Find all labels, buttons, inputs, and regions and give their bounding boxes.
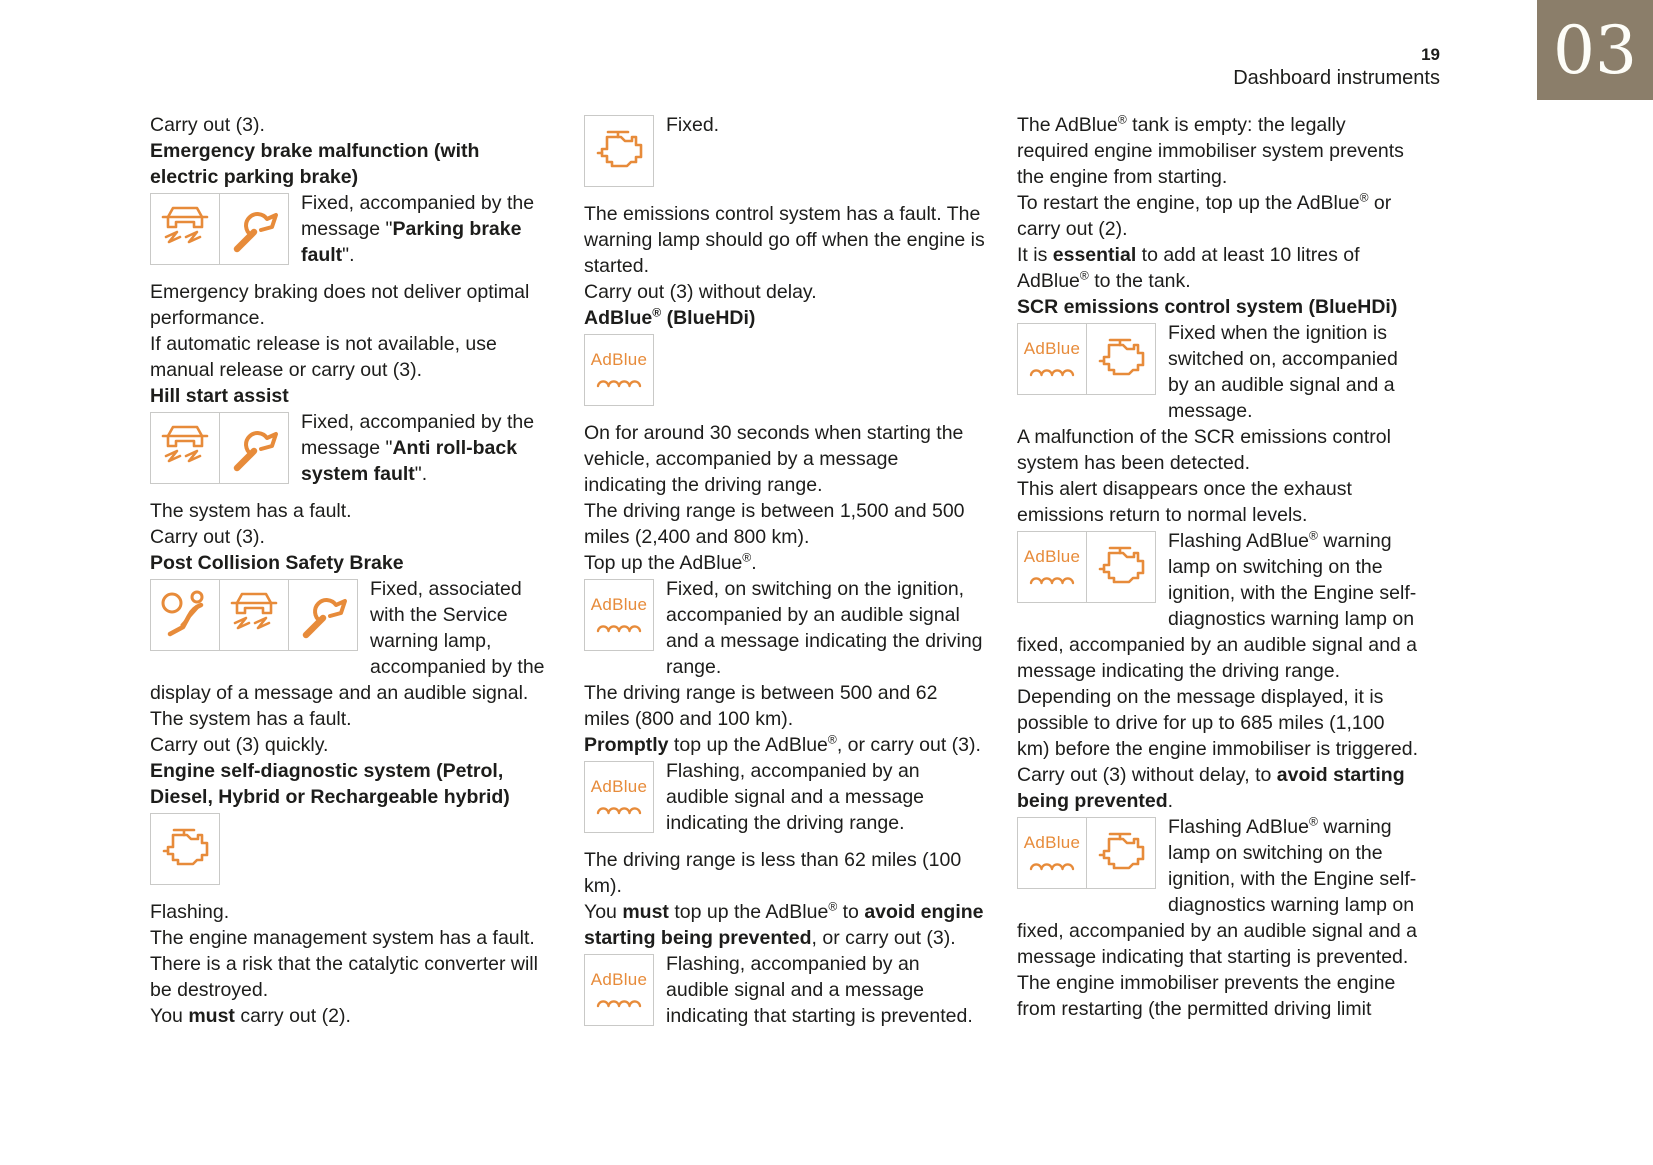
paragraph: Depending on the message displayed, it is possible to drive for up to 685 miles (1,100 km) before the engine immobiliser is triggered.: [1017, 686, 1419, 760]
engine-check-icon: [584, 115, 654, 187]
engine-check-icon: [1086, 817, 1156, 889]
adblue-tank-icon: [584, 761, 654, 833]
engine-check-icon: [1086, 323, 1156, 395]
paragraph: The emissions control system has a fault. The warning lamp should go off when the engine is started.: [584, 203, 985, 277]
warning-lamp-icons: [150, 579, 357, 651]
warning-lamp-icons: [150, 813, 219, 885]
paragraph: Carry out (3) without delay, to avoid starting being prevented.: [1017, 764, 1405, 812]
warning-lamp-block: [584, 331, 986, 420]
warning-lamp-description: Flashing AdBlue® warning lamp on switching on the ignition, with the Engine self-diagnostics warning lamp on fixed, accompanied by an audible signal and a message indicating that starting is prevented.: [1017, 814, 1418, 968]
warning-lamp-block: [584, 951, 986, 1040]
warning-lamp-block: [150, 576, 552, 706]
warning-lamp-icons: [1017, 323, 1155, 395]
section-heading: AdBlue® (BlueHDi): [584, 305, 756, 329]
paragraph: Carry out (3) quickly.: [150, 734, 329, 756]
paragraph: On for around 30 seconds when starting the vehicle, accompanied by a message indicating the driving range.: [584, 422, 964, 496]
paragraph: This alert disappears once the exhaust emissions return to normal levels.: [1017, 478, 1352, 526]
warning-lamp-icons: [584, 334, 653, 406]
service-wrench-icon: [288, 579, 358, 651]
warning-lamp-description: Fixed.: [666, 114, 720, 136]
paragraph: Carry out (3).: [150, 526, 265, 548]
paragraph: Top up the AdBlue®.: [584, 550, 757, 574]
paragraph: If automatic release is not available, use manual release or carry out (3).: [150, 333, 497, 381]
warning-lamp-icons: [584, 115, 653, 187]
adblue-tank-icon: [584, 954, 654, 1026]
adblue-label: AdBlue: [590, 970, 648, 989]
section-heading: Engine self-diagnostic system (Petrol, Diesel, Hybrid or Rechargeable hybrid): [150, 760, 510, 808]
warning-lamp-block: [584, 758, 986, 847]
warning-lamp-block: [150, 409, 552, 498]
warning-lamp-description: Flashing, accompanied by an audible signal and a message indicating the driving range.: [666, 760, 925, 834]
car-with-skid-marks-icon: [219, 579, 289, 651]
seated-person-airbag-icon: [150, 579, 220, 651]
warning-lamp-block: [150, 190, 552, 279]
paragraph: Emergency braking does not deliver optimal performance.: [150, 281, 530, 329]
chapter-badge: 03: [1537, 0, 1653, 100]
warning-lamp-icons: [1017, 817, 1155, 889]
service-wrench-icon: [219, 193, 289, 265]
service-wrench-icon: [219, 412, 289, 484]
adblue-tank-icon: [1017, 323, 1087, 395]
page-header: [1233, 44, 1440, 91]
paragraph: You must carry out (2).: [150, 1005, 351, 1027]
adblue-label: AdBlue: [1023, 547, 1081, 566]
section-heading: SCR emissions control system (BlueHDi): [1017, 296, 1398, 318]
adblue-tank-icon: [584, 579, 654, 651]
paragraph: Carry out (3).: [150, 114, 265, 136]
paragraph: Carry out (3) without delay.: [584, 281, 817, 303]
warning-lamp-icons: [150, 412, 288, 484]
warning-lamp-description: Flashing, accompanied by an audible signal and a message indicating that starting is prevented.: [666, 953, 973, 1027]
section-heading: Hill start assist: [150, 385, 289, 407]
warning-lamp-description: Fixed, associated with the Service warning lamp, accompanied by the display of a message and an audible signal.: [150, 578, 545, 704]
adblue-label: AdBlue: [590, 350, 648, 369]
adblue-tank-icon: [584, 334, 654, 406]
paragraph: There is a risk that the catalytic converter will be destroyed.: [150, 953, 538, 1001]
warning-lamp-description: Fixed, accompanied by the message "Parking brake fault".: [301, 192, 535, 266]
paragraph: The system has a fault.: [150, 500, 352, 522]
warning-lamp-description: Fixed, accompanied by the message "Anti roll-back system fault".: [301, 411, 535, 485]
paragraph: To restart the engine, top up the AdBlue® or carry out (2).: [1017, 190, 1392, 240]
engine-check-icon: [150, 813, 220, 885]
paragraph: The driving range is less than 62 miles (100 km).: [584, 849, 962, 897]
warning-lamp-icons: [584, 761, 653, 833]
paragraph: The driving range is between 1,500 and 500 miles (2,400 and 800 km).: [584, 500, 965, 548]
adblue-label: AdBlue: [590, 777, 648, 796]
warning-lamp-block: [584, 576, 986, 680]
warning-lamp-icons: [584, 954, 653, 1026]
paragraph: The system has a fault.: [150, 708, 352, 730]
section-heading: Post Collision Safety Brake: [150, 552, 404, 574]
warning-lamp-description: Fixed, on switching on the ignition, accompanied by an audible signal and a message indicating the driving range.: [666, 578, 983, 678]
car-with-skid-marks-icon: [150, 193, 220, 265]
content-column-2: [584, 112, 986, 1040]
page-number: 19: [1421, 45, 1440, 64]
section-title: Dashboard instruments: [1233, 67, 1440, 89]
warning-lamp-icons: [150, 193, 288, 265]
adblue-tank-icon: [1017, 531, 1087, 603]
warning-lamp-description: Fixed when the ignition is switched on, accompanied by an audible signal and a message.: [1168, 322, 1398, 422]
section-heading: Emergency brake malfunction (with electric parking brake): [150, 140, 480, 188]
warning-lamp-description: Flashing AdBlue® warning lamp on switching on the ignition, with the Engine self-diagnostics warning lamp on fixed, accompanied by an audible signal and a message indicating the driving range.: [1017, 528, 1418, 682]
content-column-3: [1017, 112, 1419, 1022]
paragraph: The engine immobiliser prevents the engine from restarting (the permitted driving limit: [1017, 972, 1396, 1020]
warning-lamp-icons: [584, 579, 653, 651]
paragraph: Flashing.: [150, 901, 230, 923]
warning-lamp-block: [1017, 320, 1419, 424]
adblue-label: AdBlue: [590, 595, 648, 614]
paragraph: The AdBlue® tank is empty: the legally required engine immobiliser system prevents the engine from starting.: [1017, 112, 1404, 188]
warning-lamp-block: [584, 112, 986, 201]
warning-lamp-icons: [1017, 531, 1155, 603]
paragraph: The engine management system has a fault.: [150, 927, 535, 949]
paragraph: The driving range is between 500 and 62 miles (800 and 100 km).: [584, 682, 938, 730]
warning-lamp-block: [150, 810, 552, 899]
adblue-label: AdBlue: [1023, 833, 1081, 852]
paragraph: You must top up the AdBlue® to avoid engine starting being prevented, or carry out (3).: [584, 899, 984, 949]
paragraph: Promptly top up the AdBlue®, or carry out (3).: [584, 732, 981, 756]
paragraph: It is essential to add at least 10 litres of AdBlue® to the tank.: [1017, 244, 1360, 292]
car-with-skid-marks-icon: [150, 412, 220, 484]
paragraph: A malfunction of the SCR emissions control system has been detected.: [1017, 426, 1391, 474]
content-column-1: [150, 112, 552, 1029]
adblue-tank-icon: [1017, 817, 1087, 889]
engine-check-icon: [1086, 531, 1156, 603]
adblue-label: AdBlue: [1023, 339, 1081, 358]
warning-lamp-block: [1017, 528, 1419, 684]
warning-lamp-block: [1017, 814, 1419, 970]
